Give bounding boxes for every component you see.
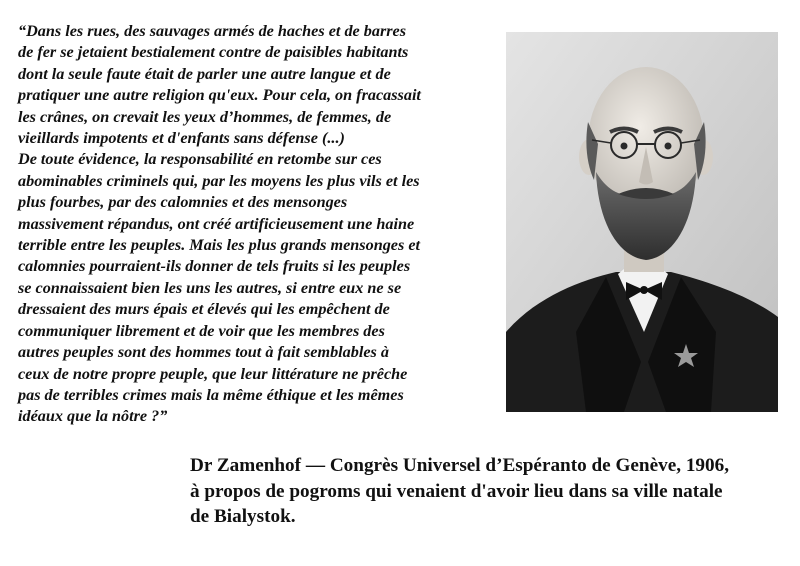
- quote-line: ceux de notre propre peuple, que leur littérature ne prêche: [18, 364, 408, 383]
- caption-line: de Bialystok.: [190, 506, 296, 527]
- portrait-photo: [506, 32, 778, 412]
- caption-text: [190, 453, 800, 530]
- quote-line: dressaient des murs épais et élevés qui les empêchent de: [18, 300, 390, 319]
- quote-line: de fer se jetaient bestialement contre de paisibles habitants: [18, 43, 409, 62]
- quote-line: autres peuples sont des hommes tout à fait semblables à: [18, 343, 389, 362]
- quote-line: les crânes, on crevait les yeux d’hommes, de femmes, de: [18, 107, 392, 126]
- quote-line: De toute évidence, la responsabilité en retombe sur ces: [18, 150, 382, 169]
- quote-line: terrible entre les peuples. Mais les plus grands mensonges et: [18, 236, 421, 255]
- quote-line: vieillards impotents et d'enfants sans défense (...): [18, 129, 345, 148]
- quote-line: calomnies pourraient-ils donner de tels fruits si les peuples: [18, 257, 411, 276]
- quote-line: plus fourbes, par des calomnies et des mensonges: [18, 193, 348, 212]
- quote-line: dont la seule faute était de parler une autre langue et de: [18, 64, 391, 83]
- quote-line: se connaissaient bien les uns les autres, si entre eux ne se: [18, 278, 402, 297]
- quote-line: massivement répandus, ont créé artificieusement une haine: [18, 214, 415, 233]
- quote-line: “Dans les rues, des sauvages armés de haches et de barres: [18, 22, 407, 40]
- caption-line: Dr Zamenhof — Congrès Universel d’Espéranto de Genève, 1906,: [190, 455, 729, 476]
- quote-line: communiquer librement et de voir que les membres des: [18, 321, 385, 340]
- caption-line: à propos de pogroms qui venaient d'avoir lieu dans sa ville natale: [190, 480, 723, 502]
- quote-line: abominables criminels qui, par les moyens les plus vils et les: [18, 171, 420, 190]
- quote-line: idéaux que la nôtre ?”: [18, 407, 168, 426]
- quote-line: pratiquer une autre religion qu'eux. Pour cela, on fracassait: [18, 86, 421, 105]
- quote-line: pas de terribles crimes mais la même éthique et les mêmes: [18, 385, 404, 404]
- quote-text: [18, 21, 503, 428]
